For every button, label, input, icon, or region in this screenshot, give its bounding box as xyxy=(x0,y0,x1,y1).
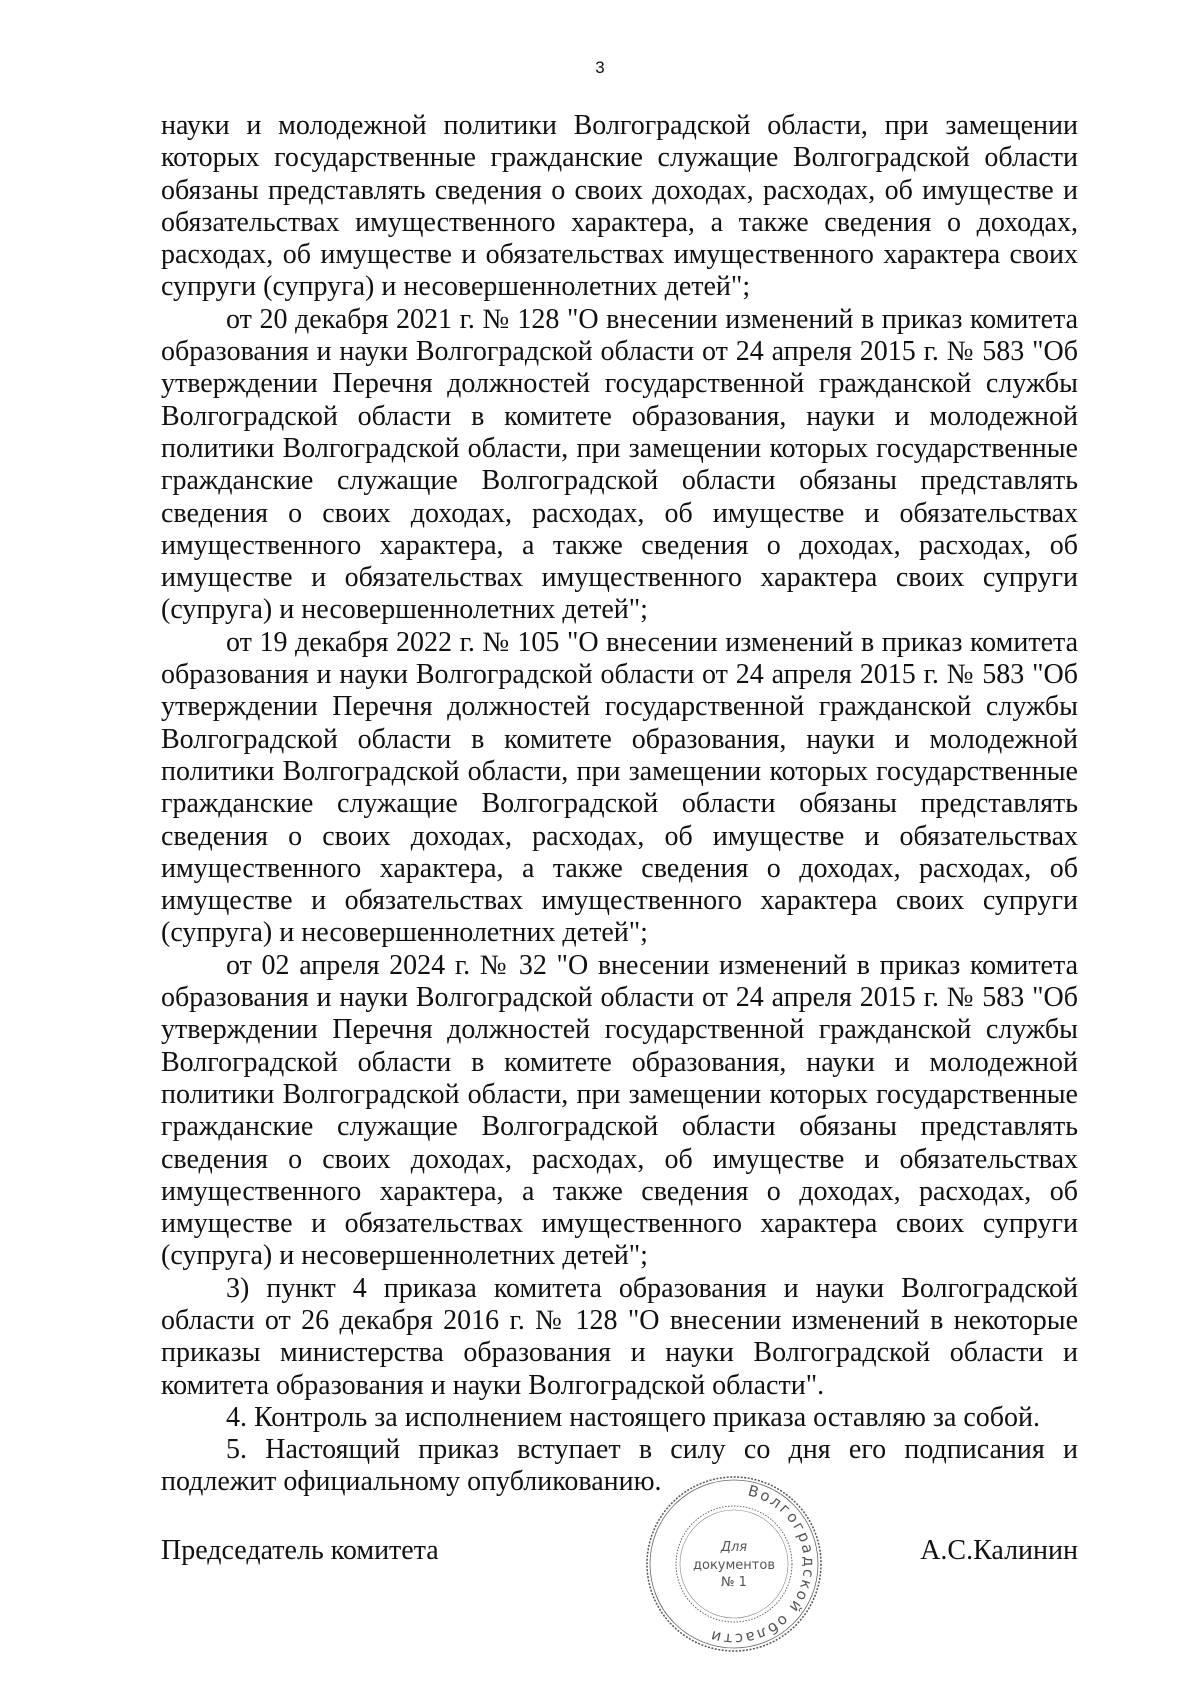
paragraph-item-4: 4. Контроль за исполнением настоящего приказа оставляю за собой. xyxy=(226,1401,1041,1433)
paragraph-item-3: 3) пункт 4 приказа комитета образования и науки Волгоградской области от 26 декабря 2016 г. № 128 "О внесении изменений в некоторые приказы министерства образования и науки Волгоградской области и комитета образования и науки Волгоградской области". xyxy=(161,1272,1078,1401)
official-seal xyxy=(643,1473,825,1655)
paragraph-item-5: 5. Настоящий приказ вступает в силу со дня его подписания и подлежит официальному опубликованию. xyxy=(161,1434,1078,1498)
document-body xyxy=(161,110,1078,1499)
paragraph-order-2024: от 02 апреля 2024 г. № 32 "О внесении изменений в приказ комитета образования и науки Волгоградской области от 24 апреля 2015 г. № 583 "Об утверждении Перечня должностей государственной гражданской службы Волгоградской области в комитете образования, науки и молодежной политики Волгоградской области, при замещении которых государственные гражданские служащие Волгоградской области обязаны представлять сведения о своих доходах, расходах, об имуществе и обязательствах имущественного характера, а также сведения о доходах, расходах, об имуществе и обязательствах имущественного характера своих супруги (супруга) и несовершеннолетних детей"; xyxy=(161,949,1078,1272)
paragraph-continuation: науки и молодежной политики Волгоградской области, при замещении которых государственные гражданские служащие Волгоградской области обязаны представлять сведения о своих доходах, расходах, об имуществе и обязательствах имущественного характера, а также сведения о доходах, расходах, об имуществе и обязательствах имущественного характера своих супруги (супруга) и несовершеннолетних детей"; xyxy=(161,110,1078,303)
seal-center-line-3: № 1 xyxy=(721,1575,747,1590)
signatory-title: Председатель комитета xyxy=(161,1535,439,1566)
seal-center-line-1: Для xyxy=(720,1540,748,1555)
paragraph-order-2022: от 19 декабря 2022 г. № 105 "О внесении изменений в приказ комитета образования и науки Волгоградской области от 24 апреля 2015 г. № 583 "Об утверждении Перечня должностей государственной гражданской службы Волгоградской области в комитете образования, науки и молодежной политики Волгоградской области, при замещении которых государственные гражданские служащие Волгоградской области обязаны представлять сведения о своих доходах, расходах, об имуществе и обязательствах имущественного характера, а также сведения о доходах, расходах, об имуществе и обязательствах имущественного характера своих супруги (супруга) и несовершеннолетних детей"; xyxy=(161,626,1078,949)
seal-outer-text: Волгоградской области xyxy=(707,1481,819,1649)
paragraph-order-2021: от 20 декабря 2021 г. № 128 "О внесении изменений в приказ комитета образования и науки Волгоградской области от 24 апреля 2015 г. № 583 "Об утверждении Перечня должностей государственной гражданской службы Волгоградской области в комитете образования, науки и молодежной политики Волгоградской области, при замещении которых государственные гражданские служащие Волгоградской области обязаны представлять сведения о своих доходах, расходах, об имуществе и обязательствах имущественного характера, а также сведения о доходах, расходах, об имуществе и обязательствах имущественного характера своих супруги (супруга) и несовершеннолетних детей"; xyxy=(161,303,1078,626)
page-number: 3 xyxy=(595,58,605,77)
seal-center-line-2: документов xyxy=(693,1558,775,1573)
signatory-name: А.С.Калинин xyxy=(920,1535,1078,1566)
